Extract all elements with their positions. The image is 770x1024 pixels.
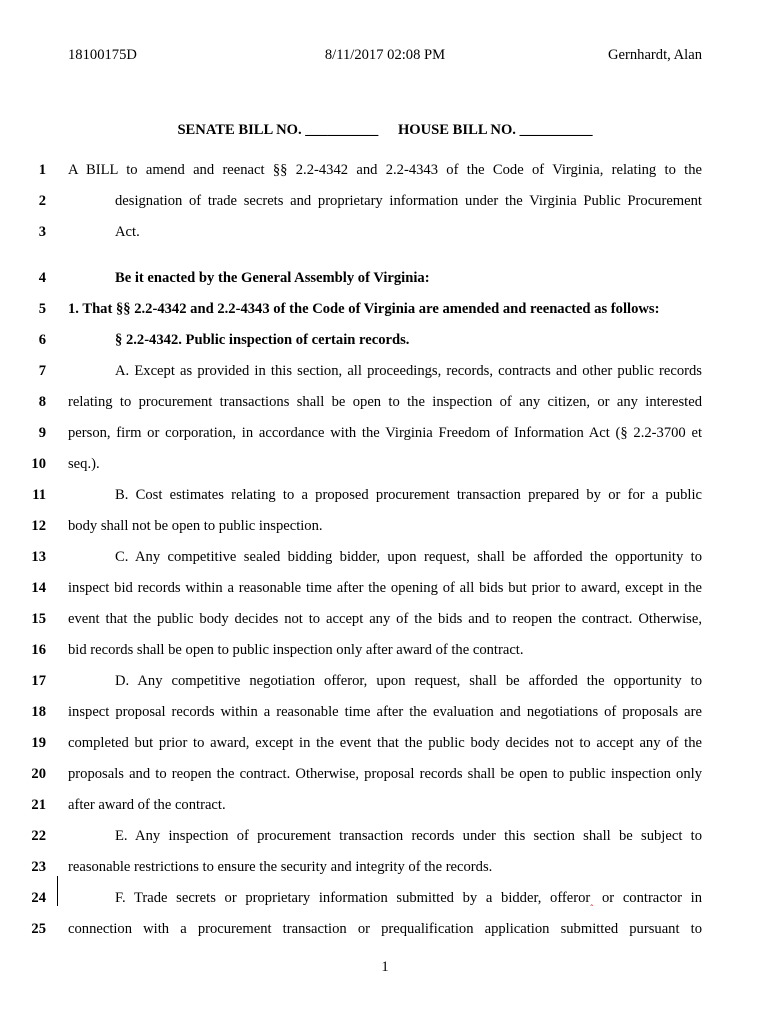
bill-line [0,361,770,381]
line-number: 19 [31,735,46,751]
line-number: 13 [31,549,46,565]
line-number: 17 [31,673,46,689]
bill-line [0,268,770,288]
line-number: 9 [38,425,46,441]
page-header [0,47,770,67]
line-number: 15 [31,611,46,627]
line-number: 18 [31,704,46,720]
line-text-before-insertion: F. Trade secrets or proprietary information submitted by a bidder, offeror [115,890,591,906]
line-text [115,888,702,911]
bill-line [0,733,770,753]
bill-line [0,160,770,180]
line-text: connection with a procurement transaction or prequalification application submitted pursuant to [68,921,702,937]
line-text: person, firm or corporation, in accordance with the Virginia Freedom of Information Act (§ 2.2-3700 et [68,425,702,441]
senate-bill-number: SENATE BILL NO. __________ [177,122,379,138]
insertion-caret-icon: ‸ [590,896,594,906]
bill-line [0,191,770,211]
line-number: 4 [38,270,46,286]
bill-line [0,702,770,722]
line-number: 7 [38,363,46,379]
document-author: Gernhardt, Alan [607,47,702,63]
line-text: D. Any competitive negotiation offeror, upon request, shall be afforded the opportunity to [115,673,702,689]
line-number: 24 [31,890,46,906]
house-bill-number: HOUSE BILL NO. __________ [397,122,593,138]
line-text: seq.). [68,456,100,472]
line-text: 1. That §§ 2.2-4342 and 2.2-4343 of the Code of Virginia are amended and reenacted as follows: [68,301,660,317]
line-number: 23 [31,859,46,875]
bill-title [0,122,770,139]
bill-line [0,423,770,443]
line-text: body shall not be open to public inspection. [68,518,323,534]
bill-line [0,671,770,691]
bill-line [0,857,770,877]
line-number: 21 [31,797,46,813]
line-text: B. Cost estimates relating to a proposed procurement transaction prepared by or for a public [115,487,702,503]
bill-line [0,609,770,629]
page-number: 1 [381,959,389,975]
bill-line [0,919,770,939]
line-text: inspect proposal records within a reasonable time after the evaluation and negotiations of proposals are [68,704,702,720]
bill-line [0,299,770,319]
line-text: A. Except as provided in this section, all proceedings, records, contracts and other public records [115,363,702,379]
line-number: 22 [31,828,46,844]
line-text: reasonable restrictions to ensure the security and integrity of the records. [68,859,493,875]
line-text: E. Any inspection of procurement transaction records under this section shall be subject to [115,828,702,844]
line-text: bid records shall be open to public inspection only after award of the contract. [68,642,524,658]
line-number: 2 [38,193,46,209]
line-number: 16 [31,642,46,658]
line-number: 12 [31,518,46,534]
line-text: proposals and to reopen the contract. Otherwise, proposal records shall be open to public inspection only [68,766,702,782]
section-heading: § 2.2-4342. Public inspection of certain records. [115,332,410,348]
line-text: inspect bid records within a reasonable time after the opening of all bids but prior to award, except in the [68,580,702,596]
bill-line [0,578,770,598]
line-number: 5 [38,301,46,317]
line-number: 1 [38,162,46,178]
line-text-after-insertion: or contractor in [593,890,702,906]
line-text: Act. [115,224,140,240]
bill-line [0,516,770,536]
line-number: 11 [32,487,46,503]
line-text: designation of trade secrets and proprietary information under the Virginia Public Procurement [115,193,702,209]
line-text: event that the public body decides not to accept any of the bids and to reopen the contract. Otherwise, [68,611,702,627]
document-datetime: 8/11/2017 02:08 PM [324,47,446,63]
line-number: 14 [31,580,46,596]
bill-line [0,485,770,505]
bill-line [0,764,770,784]
line-number: 8 [38,394,46,410]
document-id: 18100175D [68,47,137,63]
line-text: C. Any competitive sealed bidding bidder, upon request, shall be afforded the opportunity to [115,549,702,565]
line-text: A BILL to amend and reenact §§ 2.2-4342 and 2.2-4343 of the Code of Virginia, relating to the [68,162,702,178]
enacting-clause: Be it enacted by the General Assembly of Virginia: [115,270,430,286]
line-number: 10 [31,456,46,472]
bill-line [0,222,770,242]
bill-line [0,392,770,412]
line-number: 20 [31,766,46,782]
line-text: after award of the contract. [68,797,226,813]
line-text: completed but prior to award, except in the event that the public body decides not to accept any of the [68,735,702,751]
bill-line [0,640,770,660]
bill-line [0,826,770,846]
bill-line [0,330,770,350]
bill-line [0,888,770,908]
bill-line [0,547,770,567]
bill-line [0,454,770,474]
bill-line [0,795,770,815]
line-text: relating to procurement transactions shall be open to the inspection of any citizen, or any interested [68,394,702,410]
line-number: 3 [38,224,46,240]
line-number: 25 [31,921,46,937]
line-number: 6 [38,332,46,348]
